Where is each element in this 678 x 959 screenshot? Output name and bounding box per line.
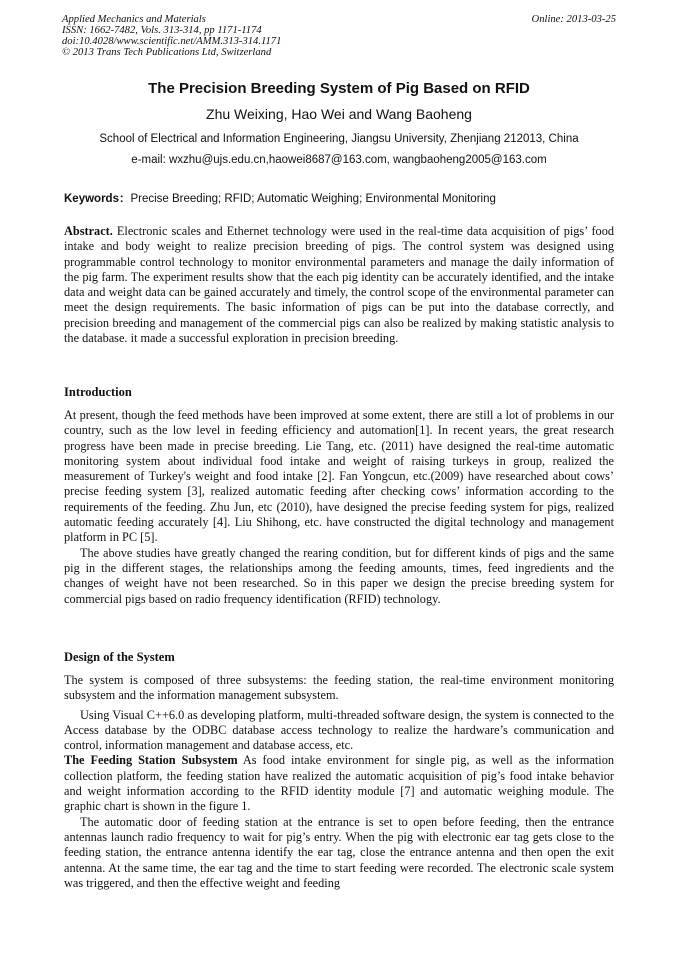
introduction-body <box>64 408 614 607</box>
introduction-heading: Introduction <box>64 385 132 399</box>
online-date: Online: 2013-03-25 <box>531 14 616 25</box>
keywords <box>64 190 496 206</box>
design-heading: Design of the System <box>64 650 175 664</box>
doi: doi:10.4028/www.scientific.net/AMM.313-314.1171 <box>62 36 282 47</box>
feeding-station-text: As food intake environment for single pig, as well as the information collection platform, the feeding station have realized the automatic acquisition of pig’s food intake behavior and weight information according to the RFID identity module [7] and automatic weighing module. The graphic chart is shown in the figure 1. <box>64 753 614 814</box>
email: e-mail: wxzhu@ujs.edu.cn,haowei8687@163.com, wangbaoheng2005@163.com <box>131 154 547 166</box>
authors: Zhu Weixing, Hao Wei and Wang Baoheng <box>206 106 472 122</box>
design-body <box>64 673 614 891</box>
affiliation: School of Electrical and Information Engineering, Jiangsu University, Zhenjiang 212013, China <box>99 133 579 145</box>
abstract-text: Electronic scales and Ethernet technology were used in the real-time data acquisition of pigs’ food intake and body weight to realize precision breeding of pigs. The control system was designed using programmable control technology to monitor environmental parameters and manage the daily information of the pig farm. The experiment results show that the each pig identity can be accurately identified, and the intake data and weight data can be gained accurately and timely, the control scope of the environmental parameter can meet the design requirements. The basic information of pigs can be put into the database correctly, and precision breeding and management of the commercial pigs can also be realized by making statistic analysis to the database. it made a successful exploration in precision breeding. <box>64 224 614 346</box>
keywords-text: Precise Breeding; RFID; Automatic Weighing; Environmental Monitoring <box>130 193 496 205</box>
paper-title: The Precision Breeding System of Pig Based on RFID <box>148 80 530 97</box>
intro-paragraph: The above studies have greatly changed the rearing condition, but for different kinds of pigs and the same pig in the different stages, the relationships among the feeding amounts, times, feed ingredients and the changes of weight have not been researched. So in this paper we design the precise breeding system for commercial pigs based on radio frequency identification (RFID) technology. <box>64 545 614 606</box>
journal-header <box>62 14 616 58</box>
keywords-label: Keywords： <box>64 193 131 205</box>
design-paragraph: The automatic door of feeding station at the entrance is set to open before feeding, then the entrance antennas launch radio frequency to wait for pig’s entry. When the pig with electronic ear tag gets close to the feeding station, the entrance antenna identify the ear tag, close the entrance antenna and then open the exit antenna. At the same time, the ear tag and the time to start feeding were recorded. The electronic scale system was triggered, and then the effective weight and feeding <box>64 814 614 890</box>
feeding-station-label: The Feeding Station Subsystem <box>64 753 238 768</box>
design-paragraph: Using Visual C++6.0 as developing platform, multi-threaded software design, the system is connected to the Access database by the ODBC database access technology to realize the hardware’s communication and control, information management and database access, etc. <box>64 707 614 753</box>
copyright: © 2013 Trans Tech Publications Ltd, Switzerland <box>62 47 272 58</box>
intro-paragraph: At present, though the feed methods have been improved at some extent, there are still a lot of problems in our country, such as the low level in feeding efficiency and automation[1]. In recent years, the great research progress have been made in precise breeding. Lie Tang, etc. (2011) have designed the real-time automatic monitoring system about individual food intake and weight of raising turkeys in group, realized the measurement of Turkey's weight and food intake [2]. Fan Yongcun, etc.(2009) have researched about cows’ precise feeding system [3], realized automatic feeding after checking cows’ information according to the requirements of the feeding. Zhu Jun, etc (2010), have designed the precise feeding system for pigs, realized automatic feeding accurately [4]. Liu Shihong, etc. have constructed the digital technology and management platform in PC [5]. <box>64 408 614 545</box>
issn: ISSN: 1662-7482, Vols. 313-314, pp 1171-1174 <box>62 25 262 36</box>
abstract-label: Abstract. <box>64 224 113 238</box>
abstract <box>64 224 614 346</box>
journal-name: Applied Mechanics and Materials <box>62 14 206 25</box>
design-paragraph: The system is composed of three subsystems: the feeding station, the real-time environment monitoring subsystem and the information management subsystem. <box>64 673 614 703</box>
